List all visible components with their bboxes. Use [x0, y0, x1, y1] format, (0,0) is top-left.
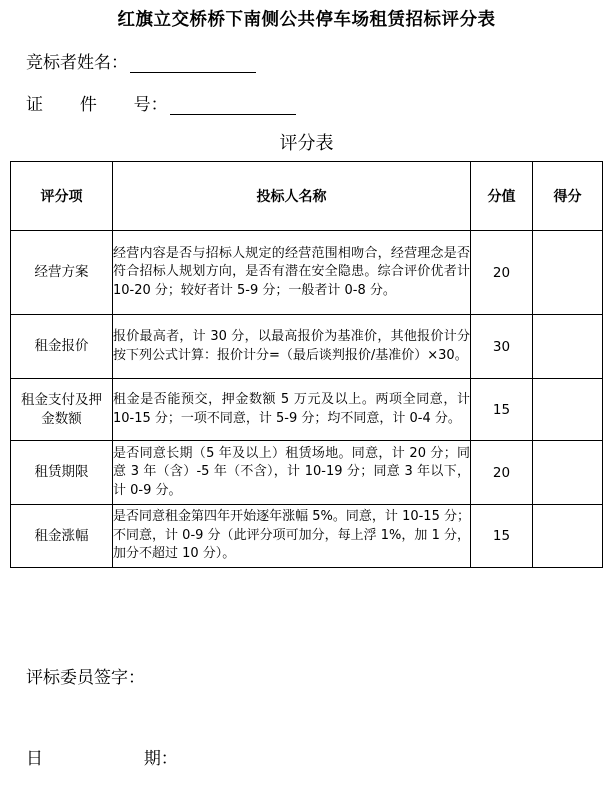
- bidder-name-label: 竞标者姓名：: [26, 53, 128, 73]
- bidder-name-field[interactable]: [130, 56, 256, 73]
- row-desc: 是否同意长期（5 年及以上）租赁场地。同意，计 20 分；同意 3 年（含）-5 年（不含），计 10-19 分；同意 3 年以下，计 0-9 分。: [113, 441, 471, 505]
- row-score: 20: [471, 441, 533, 505]
- table-row: [11, 315, 603, 379]
- row-score: 15: [471, 379, 533, 441]
- header-score: 分值: [471, 162, 533, 231]
- table-row: [11, 505, 603, 568]
- row-got-cell[interactable]: [533, 315, 603, 379]
- cert-label-char: 号：: [133, 95, 168, 115]
- row-score: 15: [471, 505, 533, 568]
- row-item: 经营方案: [11, 231, 113, 315]
- table-caption: 评分表: [279, 133, 334, 154]
- row-desc: 经营内容是否与招标人规定的经营范围相吻合，经营理念是否符合招标人规划方向，是否有潜在安全隐患。综合评价优者计 10-20 分；较好者计 5-9 分；一般者计 0-8 分。: [113, 231, 471, 315]
- row-got-cell[interactable]: [533, 231, 603, 315]
- cert-label-char: 证: [26, 95, 43, 115]
- committee-signature-label: 评标委员签字：: [26, 668, 145, 688]
- table-row: [11, 441, 603, 505]
- row-got-cell[interactable]: [533, 441, 603, 505]
- row-item: 租金涨幅: [11, 505, 113, 568]
- header-bidder-name: 投标人名称: [113, 162, 471, 231]
- row-score: 20: [471, 231, 533, 315]
- bidder-name-line: [26, 48, 256, 73]
- row-got-cell[interactable]: [533, 505, 603, 568]
- header-got: 得分: [533, 162, 603, 231]
- row-item: 租金支付及押金数额: [11, 379, 113, 441]
- cert-number-field[interactable]: [170, 98, 296, 115]
- table-row: [11, 379, 603, 441]
- table-row: [11, 231, 603, 315]
- cert-label-char: 件: [79, 95, 97, 115]
- row-desc: 报价最高者，计 30 分，以最高报价为基准价，其他报价计分按下列公式计算：报价计分=（最后谈判报价/基准价）×30。: [113, 315, 471, 379]
- cert-number-label: [26, 90, 168, 115]
- date-label-char: 日: [26, 749, 43, 769]
- cert-number-line: [26, 90, 296, 115]
- date-label-char: 期：: [143, 749, 178, 769]
- date-line: [26, 744, 178, 769]
- document-title: 红旗立交桥桥下南侧公共停车场租赁招标评分表: [117, 10, 496, 30]
- row-score: 30: [471, 315, 533, 379]
- row-got-cell[interactable]: [533, 379, 603, 441]
- score-table: [10, 161, 603, 568]
- header-item: 评分项: [11, 162, 113, 231]
- row-item: 租赁期限: [11, 441, 113, 505]
- table-header-row: [11, 162, 603, 231]
- row-desc: 是否同意租金第四年开始逐年涨幅 5%。同意，计 10-15 分；不同意，计 0-9 分（此评分项可加分，每上浮 1%，加 1 分，加分不超过 10 分）。: [113, 505, 471, 568]
- row-desc: 租金是否能预交，押金数额 5 万元及以上。两项全同意，计 10-15 分；一项不同意，计 5-9 分；均不同意，计 0-4 分。: [113, 379, 471, 441]
- row-item: 租金报价: [11, 315, 113, 379]
